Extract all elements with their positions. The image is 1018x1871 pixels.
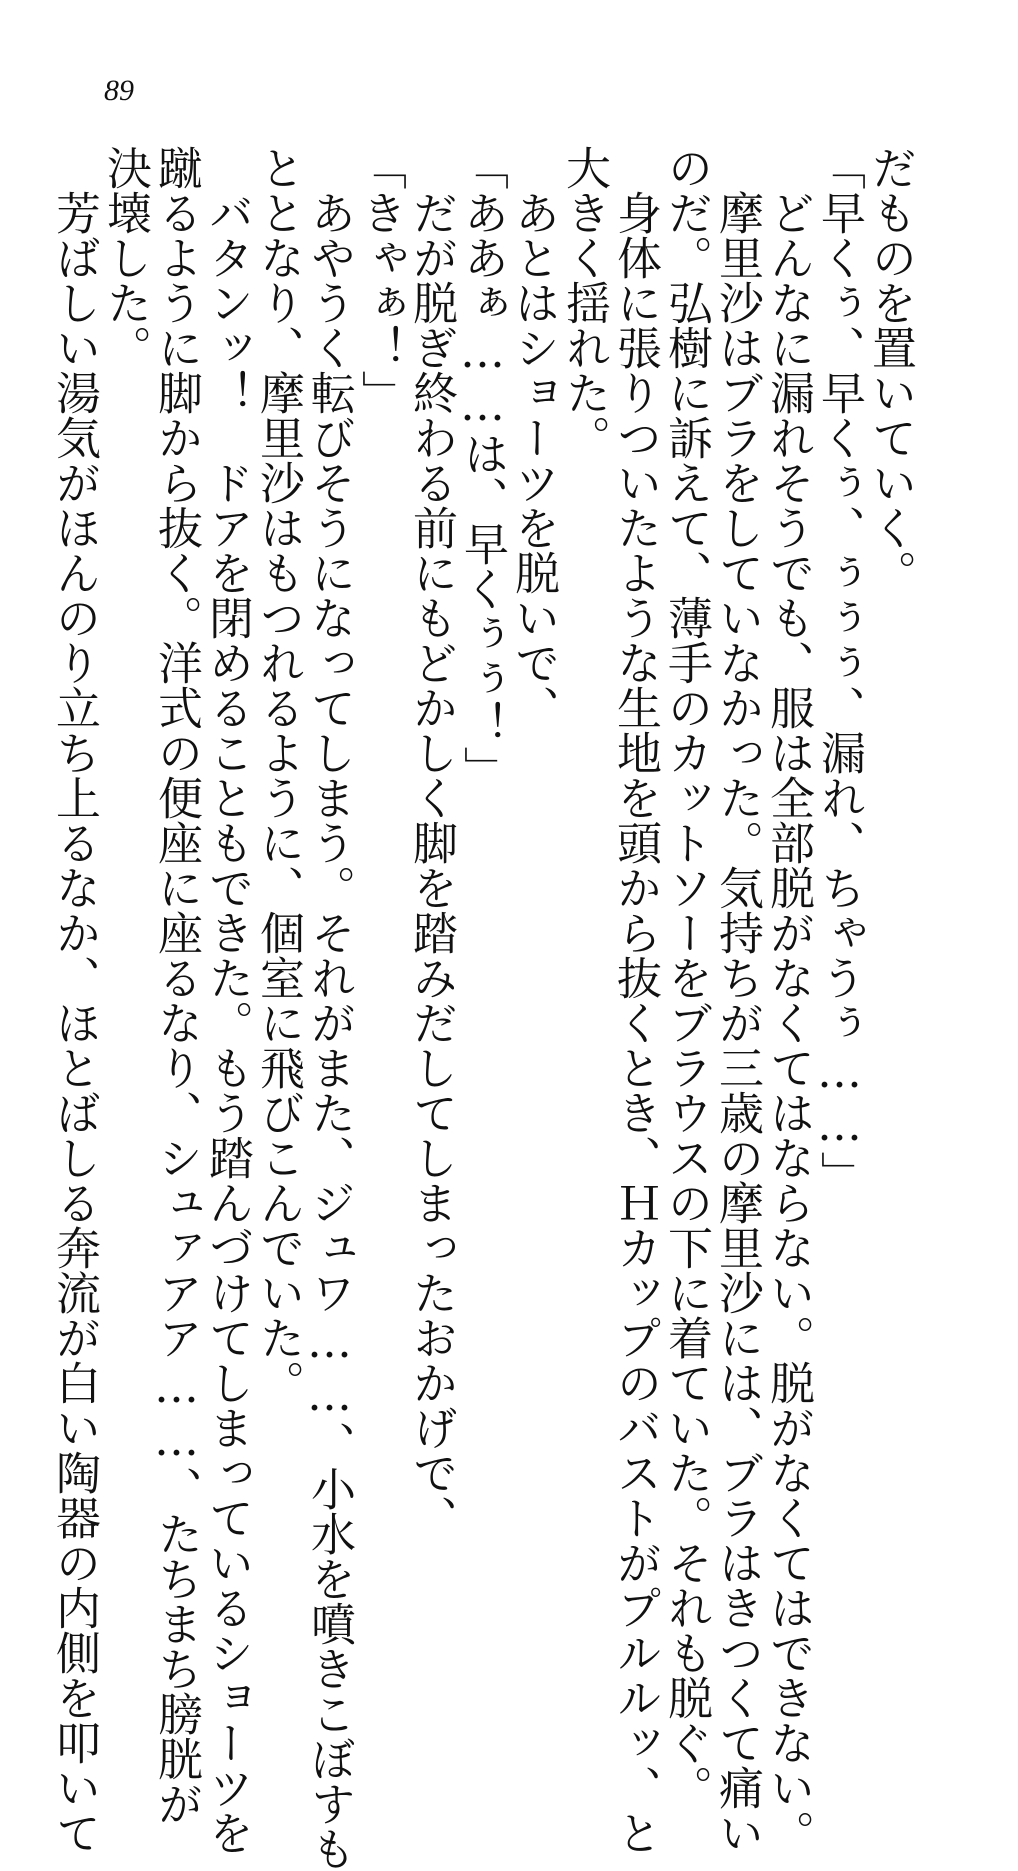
text-line: 蹴るように脚から抜く。洋式の便座に座るなり、シュァアア……、たちまち膀胱が (150, 145, 203, 1826)
text-line: 芳ばしい湯気がほんのり立ち上るなか、ほとばしる奔流が白い陶器の内側を叩いて (48, 145, 101, 1855)
text-line: 身体に張りついたような生地を頭から抜くとき、Ｈカップのバストがプルルッ、と (609, 145, 662, 1855)
text-line: のだ。弘樹に訴えて、薄手のカットソーをブラウスの下に着ていた。それも脱ぐ。 (660, 145, 713, 1810)
text-line: 「きゃぁ！」 (354, 145, 407, 415)
text-line: どんなに漏れそうでも、服は全部脱がなくてはならない。脱がなくてはできない。 (762, 145, 815, 1855)
text-line: バタンッ！ ドアを閉めることもできた。もう踏んづけてしまっているショーツを (201, 145, 254, 1855)
text-line: ととなり、摩里沙はもつれるように、個室に飛びこんでいた。 (252, 145, 305, 1405)
page-number: 89 (104, 74, 134, 107)
text-line: だものを置いていく。 (864, 145, 917, 595)
text-line: 摩里沙はブラをしていなかった。気持ちが三歳の摩里沙には、ブラはきつくて痛い (711, 145, 764, 1855)
text-line: だが脱ぎ終わる前にもどかしく脚を踏みだしてしまったおかげで、 (405, 145, 458, 1540)
text-line: あとはショーツを脱いで、 (507, 145, 560, 730)
text-line: 「ああぁ……は、早くぅぅ！」 (456, 145, 509, 791)
text-line: あやうく転びそうになってしまう。それがまた、ジュワ……、小水を噴きこぼすも (303, 145, 356, 1871)
text-line: 決壊した。 (99, 145, 152, 370)
text-line: 大きく揺れた。 (558, 145, 611, 460)
text-line: 「早くぅ、早くぅ、ぅぅぅ、漏れ、ちゃうぅ……」 (813, 145, 866, 1196)
novel-text-body (48, 145, 918, 1871)
